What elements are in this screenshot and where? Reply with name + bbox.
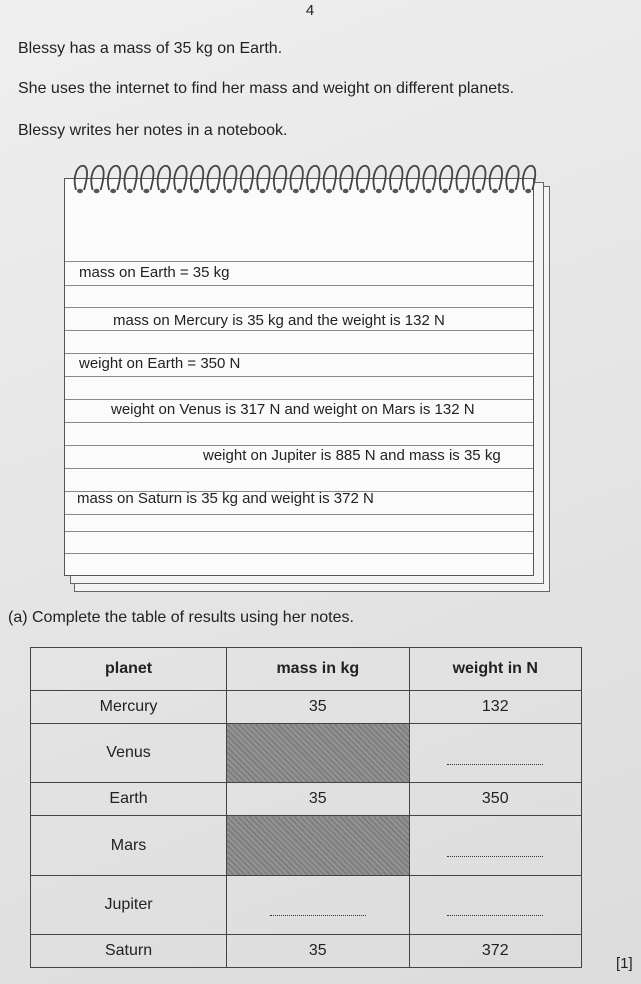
ring-hole-icon [260, 189, 266, 193]
ring-hole-icon [392, 189, 398, 193]
shaded-cell [227, 724, 409, 783]
question-a: (a) Complete the table of results using her notes. [8, 609, 354, 626]
weight-cell: 372 [409, 934, 582, 967]
ring-icon [473, 166, 485, 190]
ring-hole-icon [127, 189, 133, 193]
ring-icon [191, 166, 203, 190]
ring-hole-icon [193, 189, 199, 193]
note-line: weight on Venus is 317 N and weight on Mars is 132 N [111, 401, 475, 418]
ring-icon [523, 166, 535, 190]
ring-hole-icon [243, 189, 249, 193]
marks-label: [1] [616, 955, 633, 972]
ring-hole-icon [475, 189, 481, 193]
spiral-binding [70, 160, 540, 196]
table-row [31, 724, 582, 783]
planet-cell: Jupiter [31, 875, 227, 934]
mass-answer-field[interactable] [227, 875, 409, 934]
table-row [31, 816, 582, 875]
ring-hole-icon [492, 189, 498, 193]
table-row [31, 783, 582, 816]
weight-cell: 132 [409, 691, 582, 724]
ring-hole-icon [77, 189, 83, 193]
weight-answer-field[interactable] [409, 875, 582, 934]
ring-icon [390, 166, 402, 190]
results-table [30, 647, 582, 968]
table-row [31, 875, 582, 934]
ring-icon [224, 166, 236, 190]
table-row [31, 691, 582, 724]
ring-icon [75, 166, 87, 190]
ring-icon [440, 166, 452, 190]
ring-hole-icon [160, 189, 166, 193]
ring-icon [490, 166, 502, 190]
ring-hole-icon [326, 189, 332, 193]
planet-cell: Earth [31, 783, 227, 816]
ring-hole-icon [293, 189, 299, 193]
intro-line-3: Blessy writes her notes in a notebook. [18, 122, 288, 139]
ring-hole-icon [509, 189, 515, 193]
header-weight: weight in N [409, 648, 582, 691]
header-mass: mass in kg [227, 648, 409, 691]
ring-icon [108, 166, 120, 190]
intro-line-1: Blessy has a mass of 35 kg on Earth. [18, 40, 283, 57]
note-line: mass on Earth = 35 kg [79, 264, 230, 281]
mass-cell: 35 [227, 691, 409, 724]
ring-icon [208, 166, 220, 190]
ring-hole-icon [309, 189, 315, 193]
ring-icon [506, 166, 518, 190]
note-line: weight on Earth = 350 N [79, 355, 241, 372]
ring-icon [158, 166, 170, 190]
ring-hole-icon [210, 189, 216, 193]
ring-hole-icon [177, 189, 183, 193]
ring-icon [423, 166, 435, 190]
mass-cell: 35 [227, 934, 409, 967]
page-number: 4 [305, 2, 315, 19]
ring-icon [257, 166, 269, 190]
ring-icon [174, 166, 186, 190]
ring-icon [324, 166, 336, 190]
ring-icon [307, 166, 319, 190]
ring-icon [141, 166, 153, 190]
table-header-row [31, 648, 582, 691]
ring-icon [457, 166, 469, 190]
ring-icon [291, 166, 303, 190]
ring-icon [274, 166, 286, 190]
header-planet: planet [31, 648, 227, 691]
ring-hole-icon [94, 189, 100, 193]
planet-cell: Mars [31, 816, 227, 875]
mass-cell: 35 [227, 783, 409, 816]
ring-hole-icon [359, 189, 365, 193]
ring-hole-icon [143, 189, 149, 193]
notebook [64, 178, 534, 576]
ring-hole-icon [226, 189, 232, 193]
note-line: mass on Mercury is 35 kg and the weight is 132 N [113, 312, 445, 329]
ring-hole-icon [442, 189, 448, 193]
ring-hole-icon [376, 189, 382, 193]
ring-hole-icon [426, 189, 432, 193]
weight-cell: 350 [409, 783, 582, 816]
weight-answer-field[interactable] [409, 724, 582, 783]
ring-hole-icon [459, 189, 465, 193]
ring-icon [374, 166, 386, 190]
table-row [31, 934, 582, 967]
ring-icon [357, 166, 369, 190]
planet-cell: Venus [31, 724, 227, 783]
ring-hole-icon [409, 189, 415, 193]
ring-hole-icon [525, 189, 531, 193]
weight-answer-field[interactable] [409, 816, 582, 875]
intro-line-2: She uses the internet to find her mass and weight on different planets. [18, 80, 515, 97]
note-line: mass on Saturn is 35 kg and weight is 372 N [77, 490, 374, 507]
planet-cell: Mercury [31, 691, 227, 724]
planet-cell: Saturn [31, 934, 227, 967]
ring-icon [340, 166, 352, 190]
ring-hole-icon [343, 189, 349, 193]
note-line: weight on Jupiter is 885 N and mass is 35 kg [203, 447, 501, 464]
shaded-cell [227, 816, 409, 875]
ring-icon [125, 166, 137, 190]
ring-icon [241, 166, 253, 190]
ring-icon [91, 166, 103, 190]
ring-hole-icon [276, 189, 282, 193]
ring-hole-icon [110, 189, 116, 193]
ring-icon [407, 166, 419, 190]
